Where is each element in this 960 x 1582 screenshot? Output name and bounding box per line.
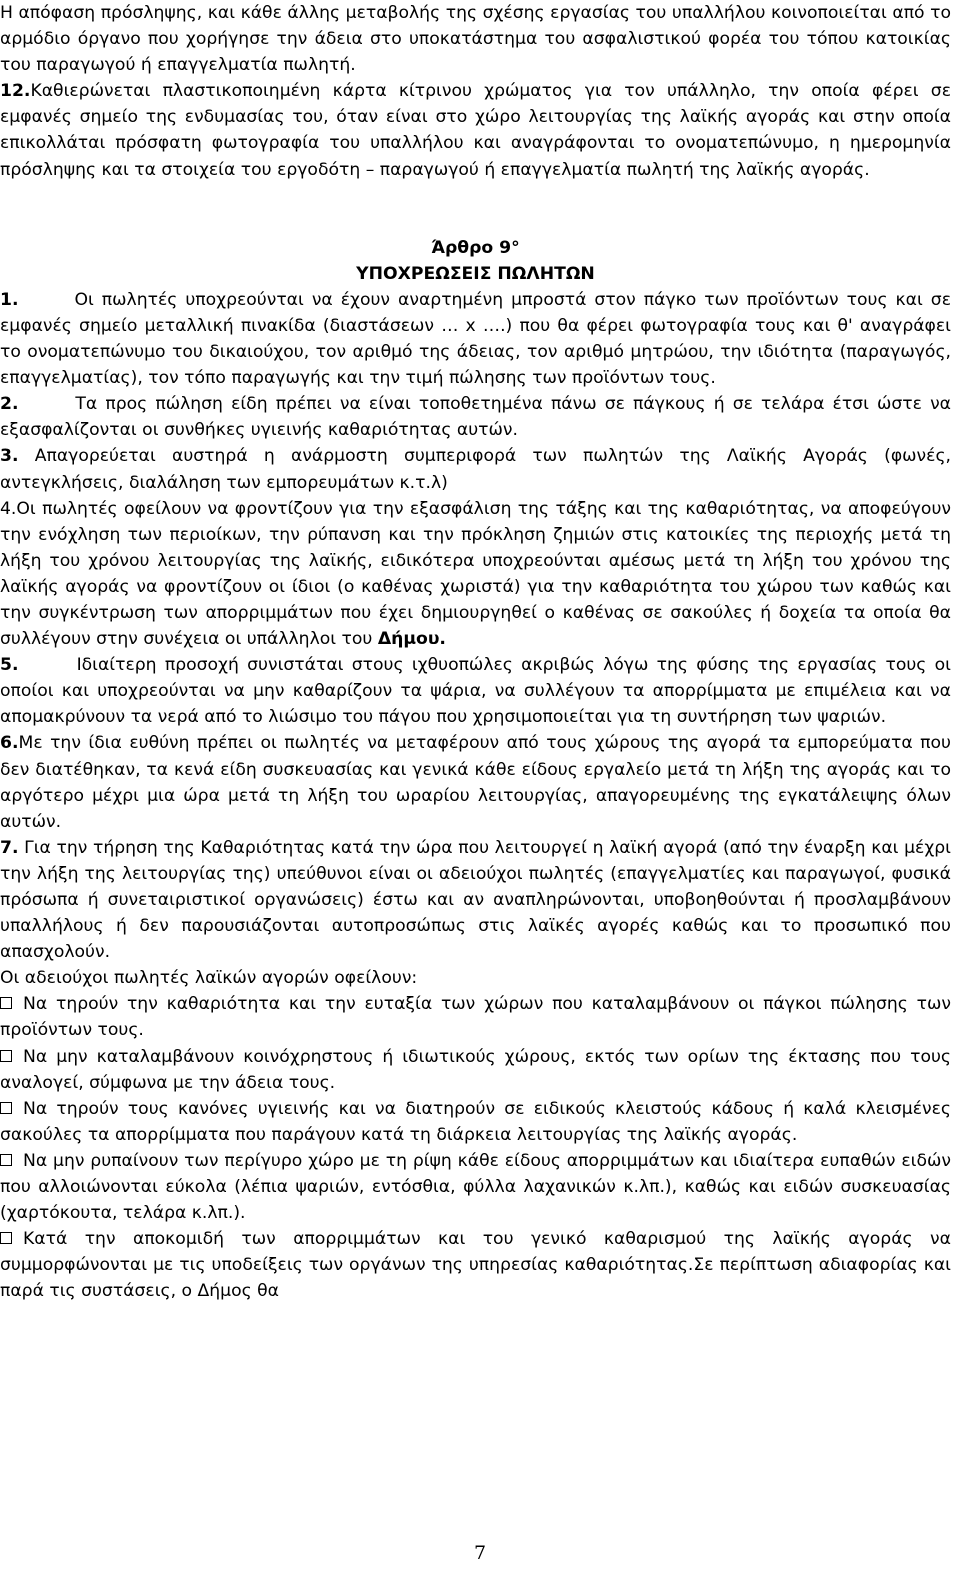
item-7-number: 7. (0, 837, 19, 858)
checkbox-icon (0, 1232, 12, 1244)
item-5-number: 5. (0, 655, 19, 676)
item-7-text: Για την τήρηση της Καθαριότητας κατά την ώρα που λειτουργεί η λαϊκή αγορά (από την έναρξη και μέχρι την λήξη της λειτουργίας της) υπεύθυνοι είναι οι αδειούχοι πωλητές (επαγγελματίες και παραγωγοί, φυσικά πρόσωπα ή συνεταιριστικοί οργανώσεις) έστω και αν αναπληρώνονται, υποβοηθούνται ή προσλαμβάνουν υπαλλήλους ή δεν παρουσιάζονται αυτοπροσώπως στις λαϊκές αγορές καθώς και το προσωπικό που απασχολούν. (0, 837, 951, 963)
checkbox-icon (0, 997, 12, 1009)
item-4-tail: Δήμου. (377, 629, 446, 650)
obligations-intro: Οι αδειούχοι πωλητές λαϊκών αγορών οφείλουν: (0, 968, 418, 989)
checklist-text: Να μην ρυπαίνουν των περίγυρο χώρο με τη ρίψη κάθε είδους απορριμμάτων και ιδιαίτερα ευπαθών ειδών που αλλοιώνονται εύκολα (λέπια ψαριών, εντόσθια, φύλλα λαχανικών κ.λπ.), καθώς και ειδών συσκευασίας (χαρτόκουτα, τελάρα κ.λπ.). (0, 1150, 951, 1224)
checklist-item (0, 1096, 951, 1148)
item-2-number: 2. (0, 394, 19, 415)
item-1 (0, 287, 951, 391)
item-6-text: Με την ίδια ευθύνη πρέπει οι πωλητές να μεταφέρουν από τους χώρους της αγορά τα εμπορεύματα που δεν διατέθηκαν, τα κενά είδη συσκευασίας και γενικά κάθε είδους εργαλείο μετά τη λήξη της αγοράς και το αργότερο μέχρι μια ώρα μετά τη λήξη του ωραρίου λειτουργίας, απαγορευμένης της εγκατάλειψης όλων αυτών. (0, 733, 951, 832)
checkbox-icon (0, 1154, 12, 1166)
checklist-item (0, 991, 951, 1043)
item-3-text: Απαγορεύεται αυστηρά η ανάρμοστη συμπεριφορά των πωλητών της Λαϊκής Αγοράς (φωνές, αντεγκλήσεις, διαλάληση των εμπορευμάτων κ.τ.λ) (0, 446, 951, 493)
item-2 (0, 391, 951, 443)
item-3 (0, 443, 951, 495)
checklist-item (0, 1226, 951, 1304)
item-4 (0, 496, 951, 653)
item-5-text: Ιδιαίτερη προσοχή συνιστάται στους ιχθυοπώλες ακριβώς λόγω της φύσης της εργασίας τους οι οποίοι και υποχρεούνται να μην καθαρίζουν τα ψάρια, να συλλέγουν τα απορρίμματα με επιμέλεια και να απομακρύνουν τα νερά από το λιώσιμο του πάγου που χρησιμοποιείται για τη συντήρηση των ψαριών. (0, 655, 951, 728)
checklist-text: Κατά την αποκομιδή των απορριμμάτων και του γενικό καθαρισμού της λαϊκής αγοράς να συμμορφώνονται με τις υποδείξεις των οργάνων της υπηρεσίας καθαριότητας.Σε περίπτωση αδιαφορίας και παρά τις συστάσεις, ο Δήμος θα (0, 1229, 951, 1302)
intro-paragraph: Η απόφαση πρόσληψης, και κάθε άλλης μεταβολής της σχέσης εργασίας του υπαλλήλου κοινοποιείται από το αρμόδιο όργανο που χορήγησε την άδεια στο υποκατάστημα του ασφαλιστικού φορέα του τόπου κατοικίας του παραγωγού ή επαγγελματία πωλητή. (0, 3, 951, 76)
article-subtitle: ΥΠΟΧΡΕΩΣΕΙΣ ΠΩΛΗΤΩΝ (356, 263, 595, 284)
paragraph-12 (0, 78, 951, 182)
checklist-item (0, 1044, 951, 1096)
checklist-text: Να τηρούν τους κανόνες υγιεινής και να διατηρούν σε ειδικούς κλειστούς κάδους ή καλά κλεισμένες σακούλες τα απορρίμματα που παράγουν κατά τη διάρκεια λειτουργίας της λαϊκής αγοράς. (0, 1098, 951, 1145)
item-5 (0, 652, 951, 730)
checklist-item (0, 1148, 951, 1226)
item-2-text: Τα προς πώληση είδη πρέπει να είναι τοποθετημένα πάνω σε πάγκους ή σε τελάρα έτσι ώστε να εξασφαλίζονται οι συνθήκες υγιεινής καθαριότητας αυτών. (0, 394, 952, 441)
section-gap (0, 183, 951, 235)
checklist-text: Να τηρούν την καθαριότητα και την ευταξία των χώρων που καταλαμβάνουν οι πάγκοι πώλησης των προϊόντων τους. (0, 994, 951, 1041)
article-title: Άρθρο 9° (431, 237, 520, 258)
paragraph-12-text: Καθιερώνεται πλαστικοποιημένη κάρτα κίτρινου χρώματος για τον υπάλληλο, την οποία φέρει σε εμφανές σημείο της ενδυμασίας του, όταν είναι στο χώρο λειτουργίας της λαϊκής αγοράς και στην οποία επικολλάται πρόσφατη φωτογραφία του υπαλλήλου και αναγράφονται το ονοματεπώνυμο, η ημερομηνία πρόσληψης και τα στοιχεία του εργοδότη – παραγωγού ή επαγγελματία πωλητή της λαϊκής αγοράς. (0, 81, 951, 180)
checkbox-icon (0, 1050, 12, 1062)
item-6 (0, 730, 951, 834)
item-1-number: 1. (0, 289, 19, 310)
checklist-text: Να μην καταλαμβάνουν κοινόχρηστους ή ιδιωτικούς χώρους, εκτός των ορίων της έκτασης που τους αναλογεί, σύμφωνα με την άδεια τους. (0, 1046, 951, 1093)
item-1-text: Οι πωλητές υποχρεούνται να έχουν αναρτημένη μπροστά στον πάγκο των προϊόντων τους και σε εμφανές σημείο μεταλλική πινακίδα (διαστάσεων … x ….) που θα φέρει φωτογραφία τους και θ' αναγράφει το ονοματεπώνυμο του δικαιούχου, τον αριθμό της άδειας, τον αριθμό μητρώου, την ιδιότητα (παραγωγός, επαγγελματίας), τον τόπο παραγωγής και την τιμή πώλησης των προϊόντων τους. (0, 289, 951, 389)
paragraph-12-number: 12. (0, 81, 31, 102)
item-3-number: 3. (0, 446, 19, 467)
item-7 (0, 835, 951, 965)
item-4-number: 4. (0, 498, 17, 519)
item-4-text: Οι πωλητές οφείλουν να φροντίζουν για την εξασφάλιση της τάξης και της καθαριότητας, να αποφεύγουν την ενόχληση των περιοίκων, την ρύπανση και την πρόκληση ζημιών στις κατοικίες της περιοχής μετά τη λήξη του χρόνου λειτουργίας της λαϊκής, ειδικότερα υποχρεούνται αμέσως μετά τη λήξη του χρόνου της λαϊκής αγοράς να φροντίζουν οι ίδιοι (ο καθένας χωριστά) για την καθαριότητα του χώρου των καθώς και την συγκέντρωση των απορριμμάτων που έχει δημιουργηθεί ο καθένας σε σακούλες ή δοχεία τα οποία θα συλλέγουν στην συνέχεια οι υπάλληλοι του (0, 498, 951, 650)
item-6-number: 6. (0, 733, 19, 754)
checkbox-icon (0, 1102, 12, 1114)
page-number: 7 (473, 1542, 487, 1564)
